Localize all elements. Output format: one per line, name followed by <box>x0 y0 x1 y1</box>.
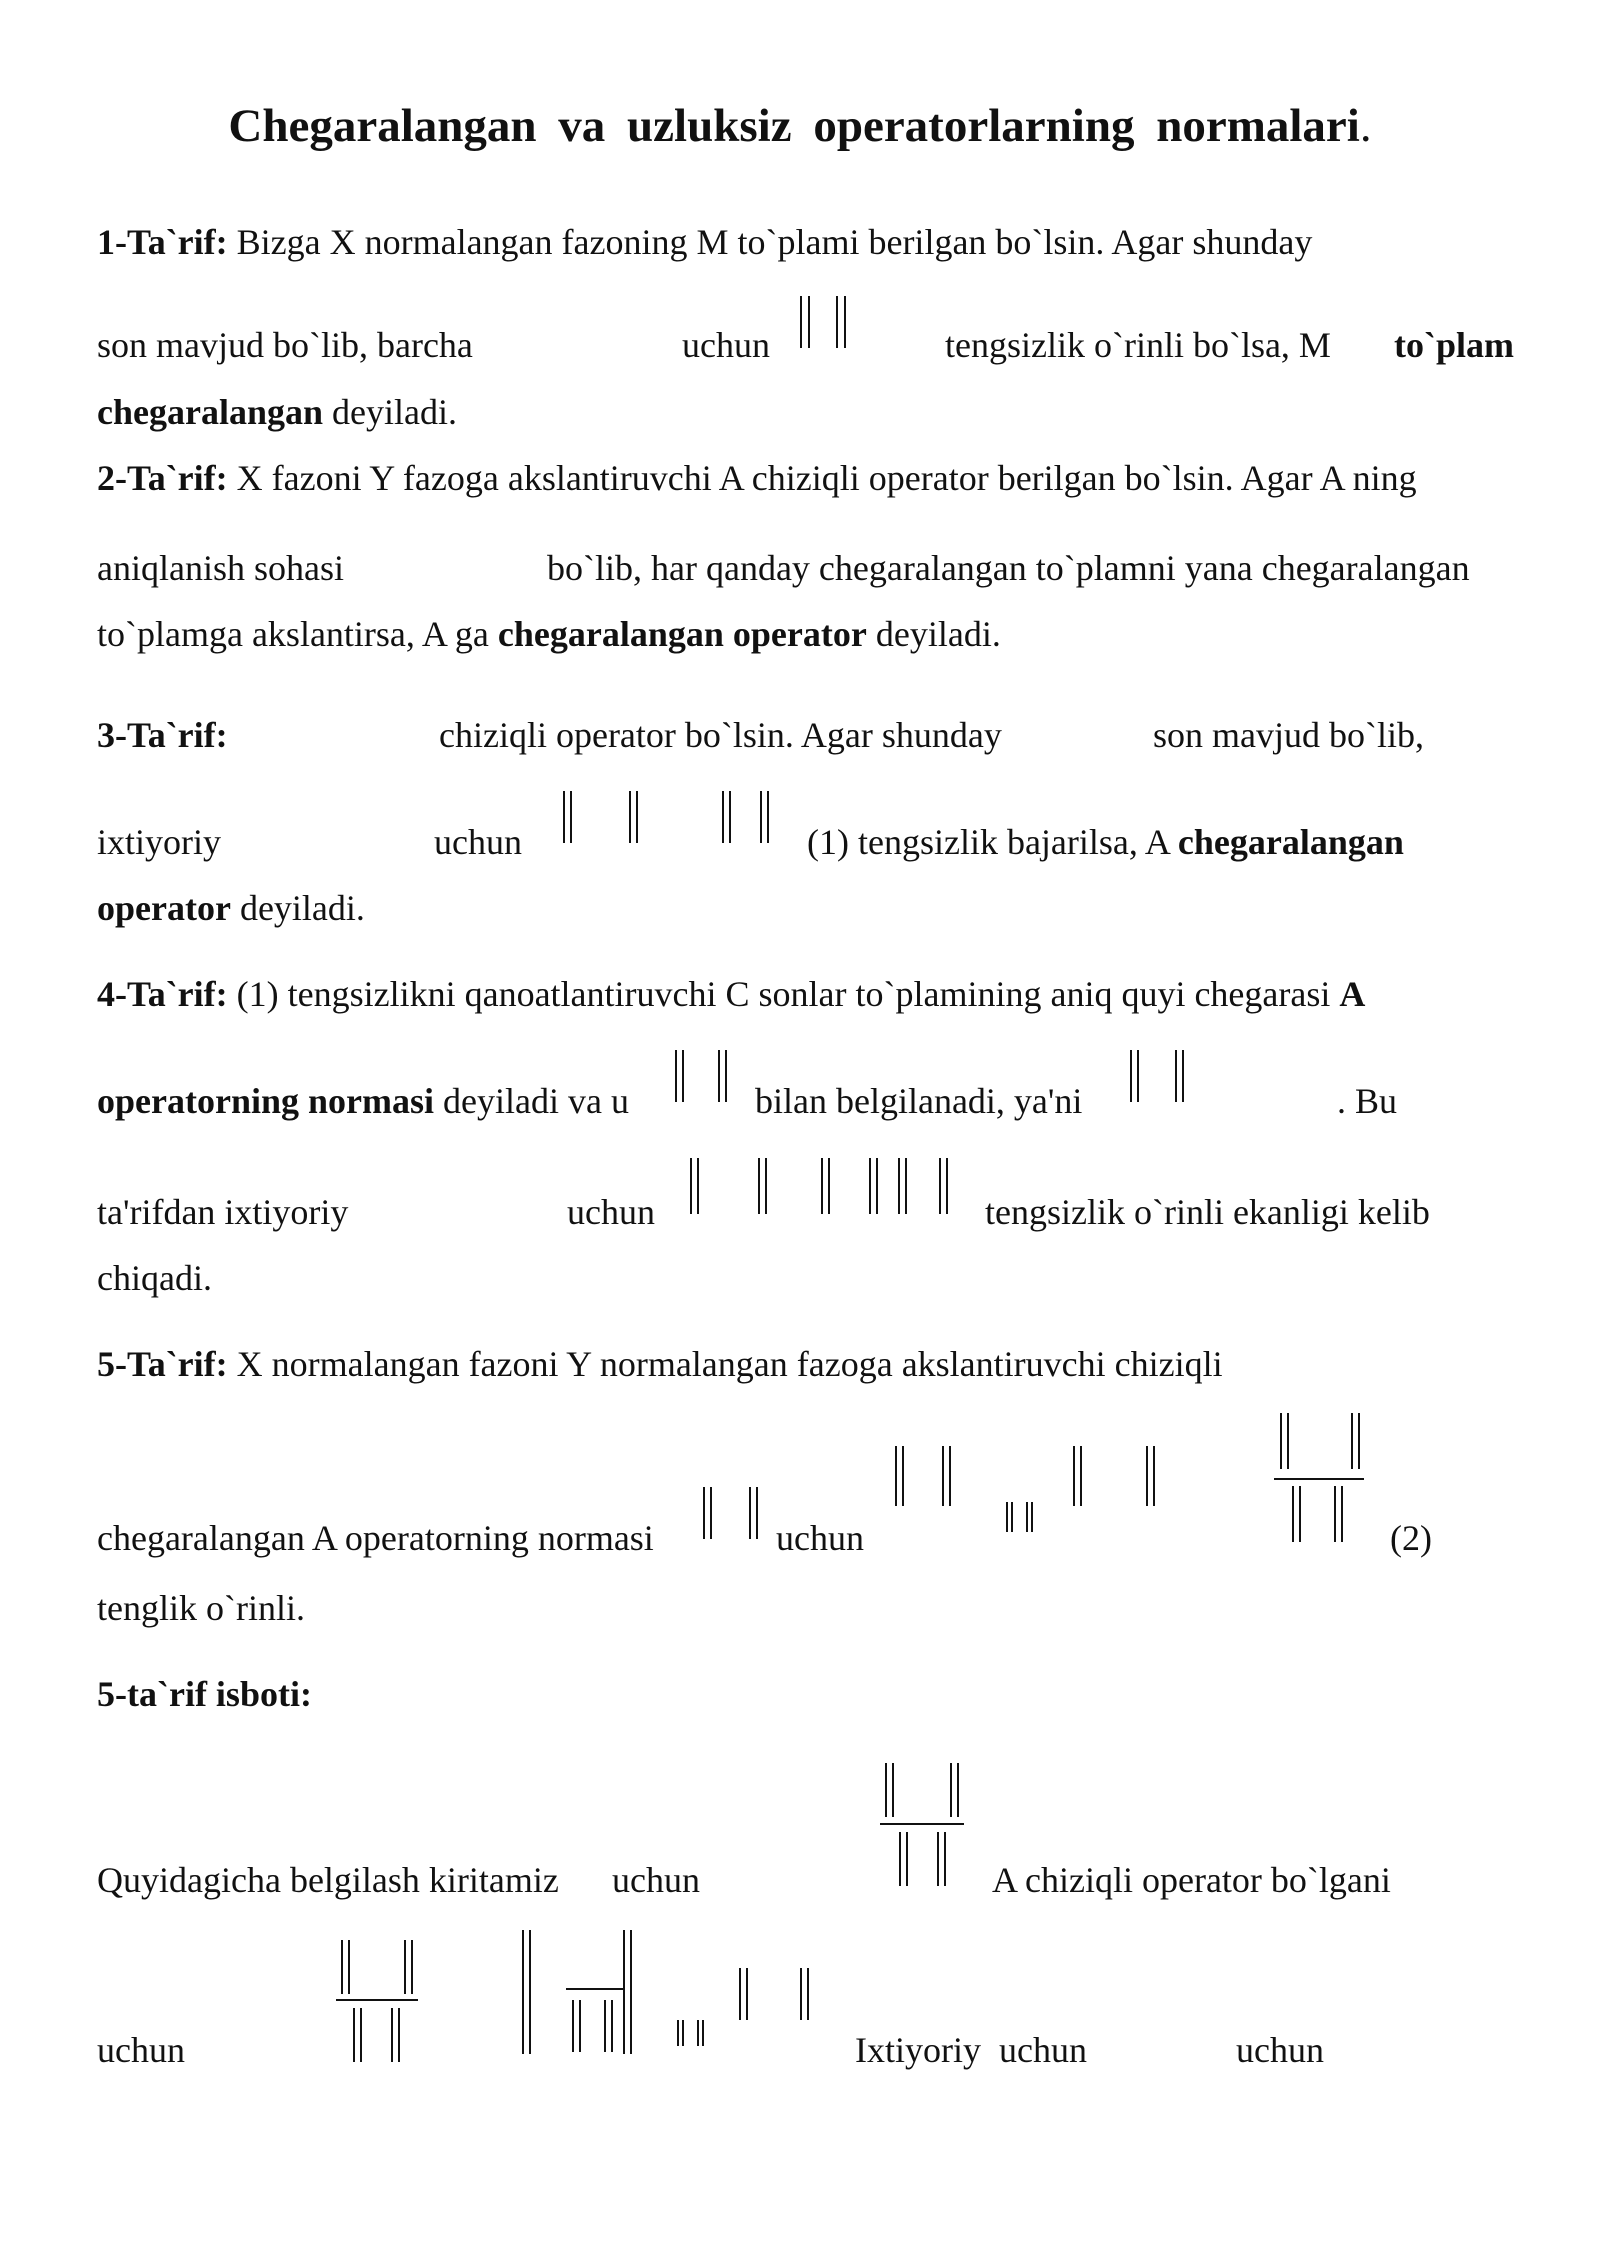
def1-label: 1-Ta`rif: <box>97 222 228 262</box>
fraction-line <box>880 1823 964 1825</box>
norm-bar <box>1341 1486 1343 1542</box>
norm-bar <box>739 1968 741 2020</box>
norm-bar <box>800 1968 802 2020</box>
norm-bar <box>767 791 769 843</box>
def2-line2b: bo`lib, har qanday chegaralangan to`plamni yana chegaralangan <box>547 548 1470 588</box>
norm-bar <box>1130 1050 1132 1102</box>
def3-line3: operator deyiladi. <box>97 888 365 928</box>
norm-bar <box>949 1446 951 1506</box>
def1-line2d: to`plam <box>1394 325 1514 365</box>
def1-line2c: tengsizlik o`rinli bo`lsa, M <box>945 325 1331 365</box>
norm-bar <box>697 1158 699 1214</box>
norm-bar <box>1011 1502 1013 1532</box>
norm-bar <box>746 1968 748 2020</box>
norm-bar <box>697 2020 699 2046</box>
def3-line1b: son mavjud bo`lib, <box>1153 715 1424 755</box>
def2-line3: to`plamga akslantirsa, A ga chegaralangan operator deyiladi. <box>97 614 1001 654</box>
def3-line2a: ixtiyoriy <box>97 822 221 862</box>
norm-bar <box>765 1158 767 1214</box>
norm-bar <box>902 1446 904 1506</box>
def5-line1: 5-Ta`rif: X normalangan fazoni Y normalangan fazoga akslantiruvchi chiziqli <box>97 1344 1223 1384</box>
norm-bar <box>360 2008 362 2062</box>
norm-bar <box>604 2000 606 2052</box>
def4-line2: operatorning normasi deyiladi va u <box>97 1081 629 1121</box>
norm-bar <box>836 296 838 348</box>
norm-bar <box>710 1487 712 1539</box>
def1-line2a: son mavjud bo`lib, barcha <box>97 325 473 365</box>
norm-bar <box>611 2000 613 2052</box>
norm-bar <box>1358 1413 1360 1469</box>
norm-bar <box>529 1930 531 2054</box>
norm-bar <box>572 2000 574 2052</box>
fraction-line <box>336 1999 418 2001</box>
norm-bar <box>636 791 638 843</box>
def4-line1: 4-Ta`rif: (1) tengsizlikni qanoatlantiruvchi C sonlar to`plamining aniq quyi chegarasi A <box>97 974 1366 1014</box>
def5-line2b: uchun <box>776 1518 864 1558</box>
norm-bar <box>1031 1502 1033 1532</box>
norm-bar <box>756 1487 758 1539</box>
def3-line2b: uchun <box>434 822 522 862</box>
norm-bar <box>348 1940 350 1994</box>
proof-line1c: A chiziqli operator bo`lgani <box>992 1860 1391 1900</box>
norm-bar <box>760 791 762 843</box>
norm-bar <box>800 296 802 348</box>
norm-bar <box>1292 1486 1294 1542</box>
norm-bar <box>1026 1502 1028 1532</box>
norm-bar <box>807 1968 809 2020</box>
norm-bar <box>946 1158 948 1214</box>
norm-bar <box>411 1940 413 1994</box>
norm-bar <box>1175 1050 1177 1102</box>
norm-bar <box>937 1832 939 1886</box>
def1-line3: chegaralangan deyiladi. <box>97 392 457 432</box>
proof-line2b: Ixtiyoriy uchun <box>855 2030 1087 2070</box>
proof-line2d: uchun <box>1236 2030 1324 2070</box>
norm-bar <box>898 1158 900 1214</box>
norm-bar <box>1137 1050 1139 1102</box>
norm-bar <box>1153 1446 1155 1506</box>
def4-line2c: bilan belgilanadi, ya'ni <box>755 1081 1083 1121</box>
proof-line2a: uchun <box>97 2030 185 2070</box>
def4-line3a: ta'rifdan ixtiyoriy <box>97 1192 349 1232</box>
norm-bar <box>623 1930 625 2054</box>
def5-line2c: (2) <box>1390 1518 1432 1558</box>
norm-bar <box>729 791 731 843</box>
norm-bar <box>630 1930 632 2054</box>
norm-bar <box>944 1832 946 1886</box>
fraction-line <box>566 1988 624 1990</box>
norm-bar <box>1146 1446 1148 1506</box>
norm-bar <box>682 2020 684 2046</box>
def4-line2d: . Bu <box>1337 1081 1398 1121</box>
norm-bar <box>1080 1446 1082 1506</box>
norm-bar <box>1182 1050 1184 1102</box>
fraction-line <box>1274 1478 1364 1480</box>
norm-bar <box>899 1832 901 1886</box>
norm-bar <box>703 1487 705 1539</box>
norm-bar <box>1334 1486 1336 1542</box>
norm-bar <box>404 1940 406 1994</box>
norm-bar <box>722 791 724 843</box>
norm-bar <box>869 1158 871 1214</box>
page-title: Chegaralangan va uzluksiz operatorlarning normalari. <box>228 100 1372 152</box>
norm-bar <box>682 1050 684 1102</box>
def5-line2a: chegaralangan A operatorning normasi <box>97 1518 654 1558</box>
def3-line2c: (1) tengsizlik bajarilsa, A chegaralangan <box>807 822 1404 862</box>
def1-line2b: uchun <box>682 325 770 365</box>
norm-bar <box>1287 1413 1289 1469</box>
norm-bar <box>522 1930 524 2054</box>
norm-bar <box>341 1940 343 1994</box>
norm-bar <box>675 1050 677 1102</box>
norm-bar <box>906 1832 908 1886</box>
def4-line3c: tengsizlik o`rinli ekanligi kelib <box>985 1192 1430 1232</box>
norm-bar <box>563 791 565 843</box>
norm-bar <box>1351 1413 1353 1469</box>
norm-bar <box>579 2000 581 2052</box>
norm-bar <box>885 1763 887 1817</box>
norm-bar <box>876 1158 878 1214</box>
norm-bar <box>570 791 572 843</box>
def2-label: 2-Ta`rif: <box>97 458 228 498</box>
norm-bar <box>844 296 846 348</box>
def5-label: 5-Ta`rif: <box>97 1344 228 1384</box>
norm-bar <box>1006 1502 1008 1532</box>
norm-bar <box>353 2008 355 2062</box>
def3-line1a: chiziqli operator bo`lsin. Agar shunday <box>439 715 1002 755</box>
norm-bar <box>905 1158 907 1214</box>
norm-bar <box>1299 1486 1301 1542</box>
def2-line1: 2-Ta`rif: X fazoni Y fazoga akslantiruvchi A chiziqli operator berilgan bo`lsin. Agar A ning <box>97 458 1417 498</box>
proof-line1b: uchun <box>612 1860 700 1900</box>
norm-bar <box>1280 1413 1282 1469</box>
norm-bar <box>950 1763 952 1817</box>
norm-bar <box>942 1446 944 1506</box>
norm-bar <box>702 2020 704 2046</box>
norm-bar <box>391 2008 393 2062</box>
norm-bar <box>808 296 810 348</box>
norm-bar <box>749 1487 751 1539</box>
norm-bar <box>718 1050 720 1102</box>
def2-line2a: aniqlanish sohasi <box>97 548 344 588</box>
def1-line1: 1-Ta`rif: Bizga X normalangan fazoning M to`plami berilgan bo`lsin. Agar shunday <box>97 222 1313 262</box>
norm-bar <box>939 1158 941 1214</box>
def5-line3: tenglik o`rinli. <box>97 1588 305 1628</box>
norm-bar <box>828 1158 830 1214</box>
norm-bar <box>892 1763 894 1817</box>
norm-bar <box>629 791 631 843</box>
norm-bar <box>957 1763 959 1817</box>
proof-heading: 5-ta`rif isboti: <box>97 1674 312 1714</box>
norm-bar <box>895 1446 897 1506</box>
def4-line4: chiqadi. <box>97 1258 212 1298</box>
norm-bar <box>690 1158 692 1214</box>
def3-label: 3-Ta`rif: <box>97 715 228 755</box>
norm-bar <box>758 1158 760 1214</box>
norm-bar <box>821 1158 823 1214</box>
norm-bar <box>1073 1446 1075 1506</box>
norm-bar <box>398 2008 400 2062</box>
norm-bar <box>677 2020 679 2046</box>
def4-label: 4-Ta`rif: <box>97 974 228 1014</box>
def4-line3b: uchun <box>567 1192 655 1232</box>
proof-line1a: Quyidagicha belgilash kiritamiz <box>97 1860 559 1900</box>
norm-bar <box>725 1050 727 1102</box>
